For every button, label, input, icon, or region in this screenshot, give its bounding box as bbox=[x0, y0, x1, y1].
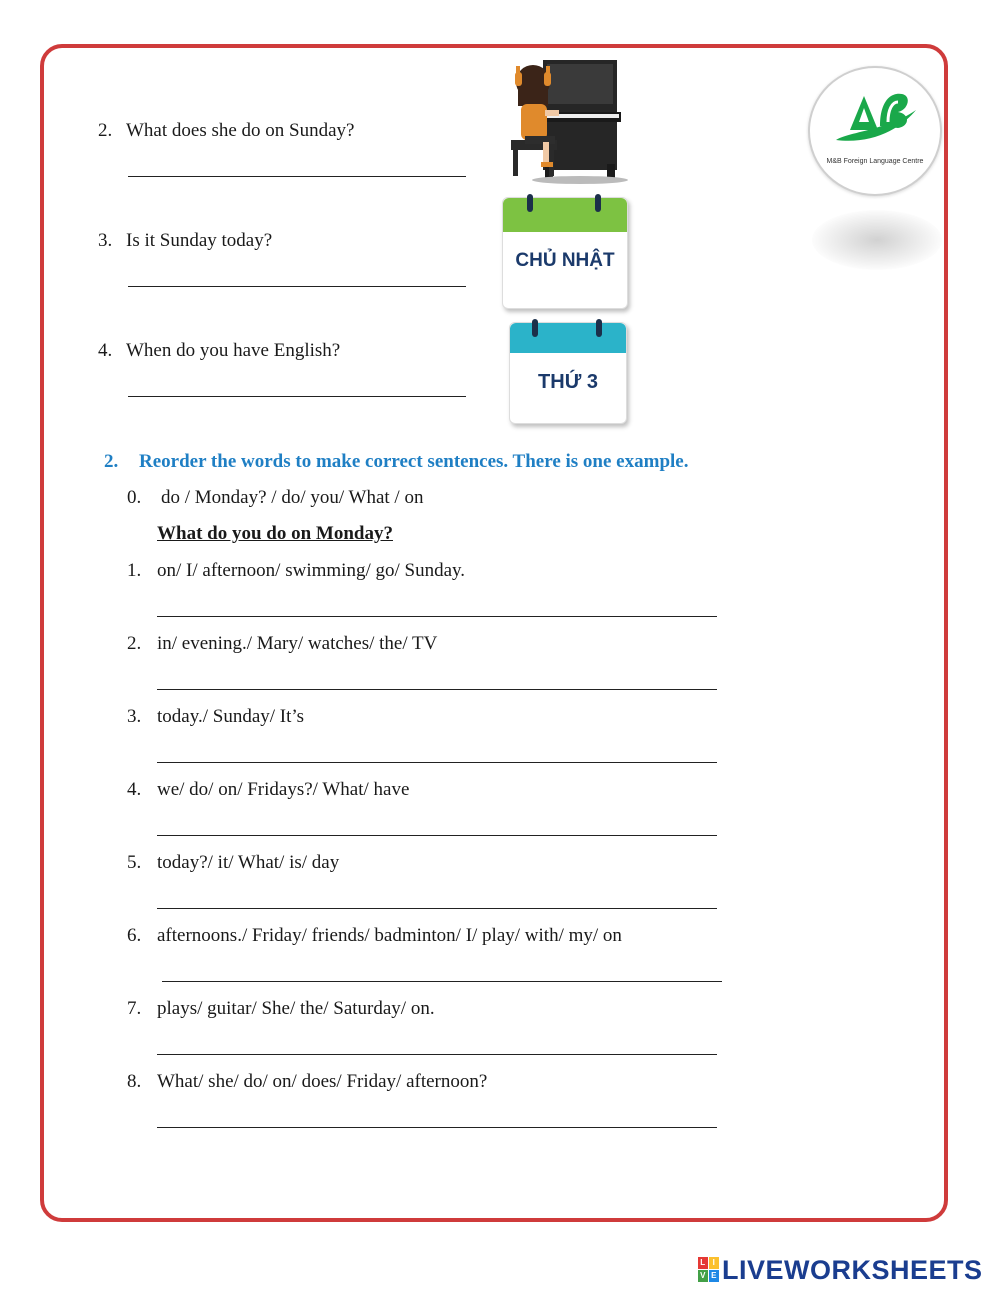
reorder-item-1 bbox=[127, 560, 465, 582]
question-3 bbox=[98, 230, 272, 252]
calendar-sunday-image bbox=[502, 197, 628, 309]
question-2 bbox=[98, 120, 354, 142]
example-item bbox=[127, 487, 423, 509]
box-letter: L bbox=[698, 1257, 708, 1269]
logo-mark-icon bbox=[828, 82, 922, 154]
question-text: What does she do on Sunday? bbox=[126, 120, 355, 141]
item-words: afternoons./ Friday/ friends/ badminton/ I/ play/ with/ my/ on bbox=[157, 925, 622, 946]
item-words: plays/ guitar/ She/ the/ Saturday/ on. bbox=[157, 998, 435, 1019]
calendar-header bbox=[503, 198, 627, 232]
box-letter: I bbox=[709, 1257, 719, 1269]
calendar-tuesday-image bbox=[509, 322, 627, 424]
item-words: in/ evening./ Mary/ watches/ the/ TV bbox=[157, 633, 438, 654]
item-number: 7. bbox=[127, 998, 142, 1019]
question-text: When do you have English? bbox=[126, 340, 341, 361]
question-number: 2. bbox=[98, 120, 113, 141]
answer-line[interactable] bbox=[157, 689, 717, 690]
answer-line[interactable] bbox=[157, 1127, 717, 1128]
item-words: today?/ it/ What/ is/ day bbox=[157, 852, 340, 873]
item-number: 3. bbox=[127, 706, 142, 727]
answer-line[interactable] bbox=[157, 616, 717, 617]
question-number: 3. bbox=[98, 230, 113, 251]
reorder-item-4 bbox=[127, 779, 409, 801]
girl-playing-piano-image bbox=[505, 52, 630, 184]
calendar-header bbox=[510, 323, 626, 353]
answer-line[interactable] bbox=[128, 286, 466, 287]
answer-line[interactable] bbox=[157, 908, 717, 909]
box-letter: E bbox=[709, 1270, 719, 1282]
answer-line[interactable] bbox=[157, 835, 717, 836]
reorder-item-3 bbox=[127, 706, 304, 728]
question-text: Is it Sunday today? bbox=[126, 230, 273, 251]
box-letter: V bbox=[698, 1270, 708, 1282]
calendar-ring bbox=[527, 194, 533, 212]
item-number: 0. bbox=[127, 487, 142, 508]
live-squares-icon bbox=[698, 1257, 720, 1283]
reorder-item-6 bbox=[127, 925, 622, 947]
item-number: 4. bbox=[127, 779, 142, 800]
answer-line[interactable] bbox=[157, 1054, 717, 1055]
item-number: 5. bbox=[127, 852, 142, 873]
example-answer: What do you do on Monday? bbox=[157, 523, 393, 544]
reorder-item-8 bbox=[127, 1071, 487, 1093]
reorder-item-2 bbox=[127, 633, 437, 655]
calendar-ring bbox=[532, 319, 538, 337]
item-number: 6. bbox=[127, 925, 142, 946]
question-4 bbox=[98, 340, 340, 362]
reorder-item-7 bbox=[127, 998, 435, 1020]
item-words: What/ she/ do/ on/ does/ Friday/ afternoon? bbox=[157, 1071, 488, 1092]
section-instruction: Reorder the words to make correct sentences. There is one example. bbox=[139, 451, 689, 472]
item-words: today./ Sunday/ It’s bbox=[157, 706, 305, 727]
item-words: we/ do/ on/ Fridays?/ What/ have bbox=[157, 779, 410, 800]
section-2-heading bbox=[104, 451, 688, 473]
item-number: 2. bbox=[127, 633, 142, 654]
item-words: on/ I/ afternoon/ swimming/ go/ Sunday. bbox=[157, 560, 466, 581]
liveworksheets-logo[interactable] bbox=[698, 1255, 983, 1285]
calendar-label: THỨ 3 bbox=[538, 371, 598, 393]
logo-caption: M&B Foreign Language Centre bbox=[826, 158, 924, 165]
answer-line[interactable] bbox=[128, 396, 466, 397]
answer-line[interactable] bbox=[128, 176, 466, 177]
reorder-item-5 bbox=[127, 852, 339, 874]
answer-line[interactable] bbox=[157, 762, 717, 763]
section-number: 2. bbox=[104, 451, 119, 472]
brand-name: LIVEWORKSHEETS bbox=[722, 1255, 983, 1285]
answer-line[interactable] bbox=[162, 981, 722, 982]
school-logo bbox=[808, 66, 942, 196]
calendar-label: CHỦ NHẬT bbox=[515, 250, 615, 271]
item-number: 8. bbox=[127, 1071, 142, 1092]
calendar-ring bbox=[595, 194, 601, 212]
item-words: do / Monday? / do/ you/ What / on bbox=[161, 487, 424, 508]
question-number: 4. bbox=[98, 340, 113, 361]
item-number: 1. bbox=[127, 560, 142, 581]
decorative-shadow bbox=[812, 210, 942, 270]
calendar-ring bbox=[596, 319, 602, 337]
